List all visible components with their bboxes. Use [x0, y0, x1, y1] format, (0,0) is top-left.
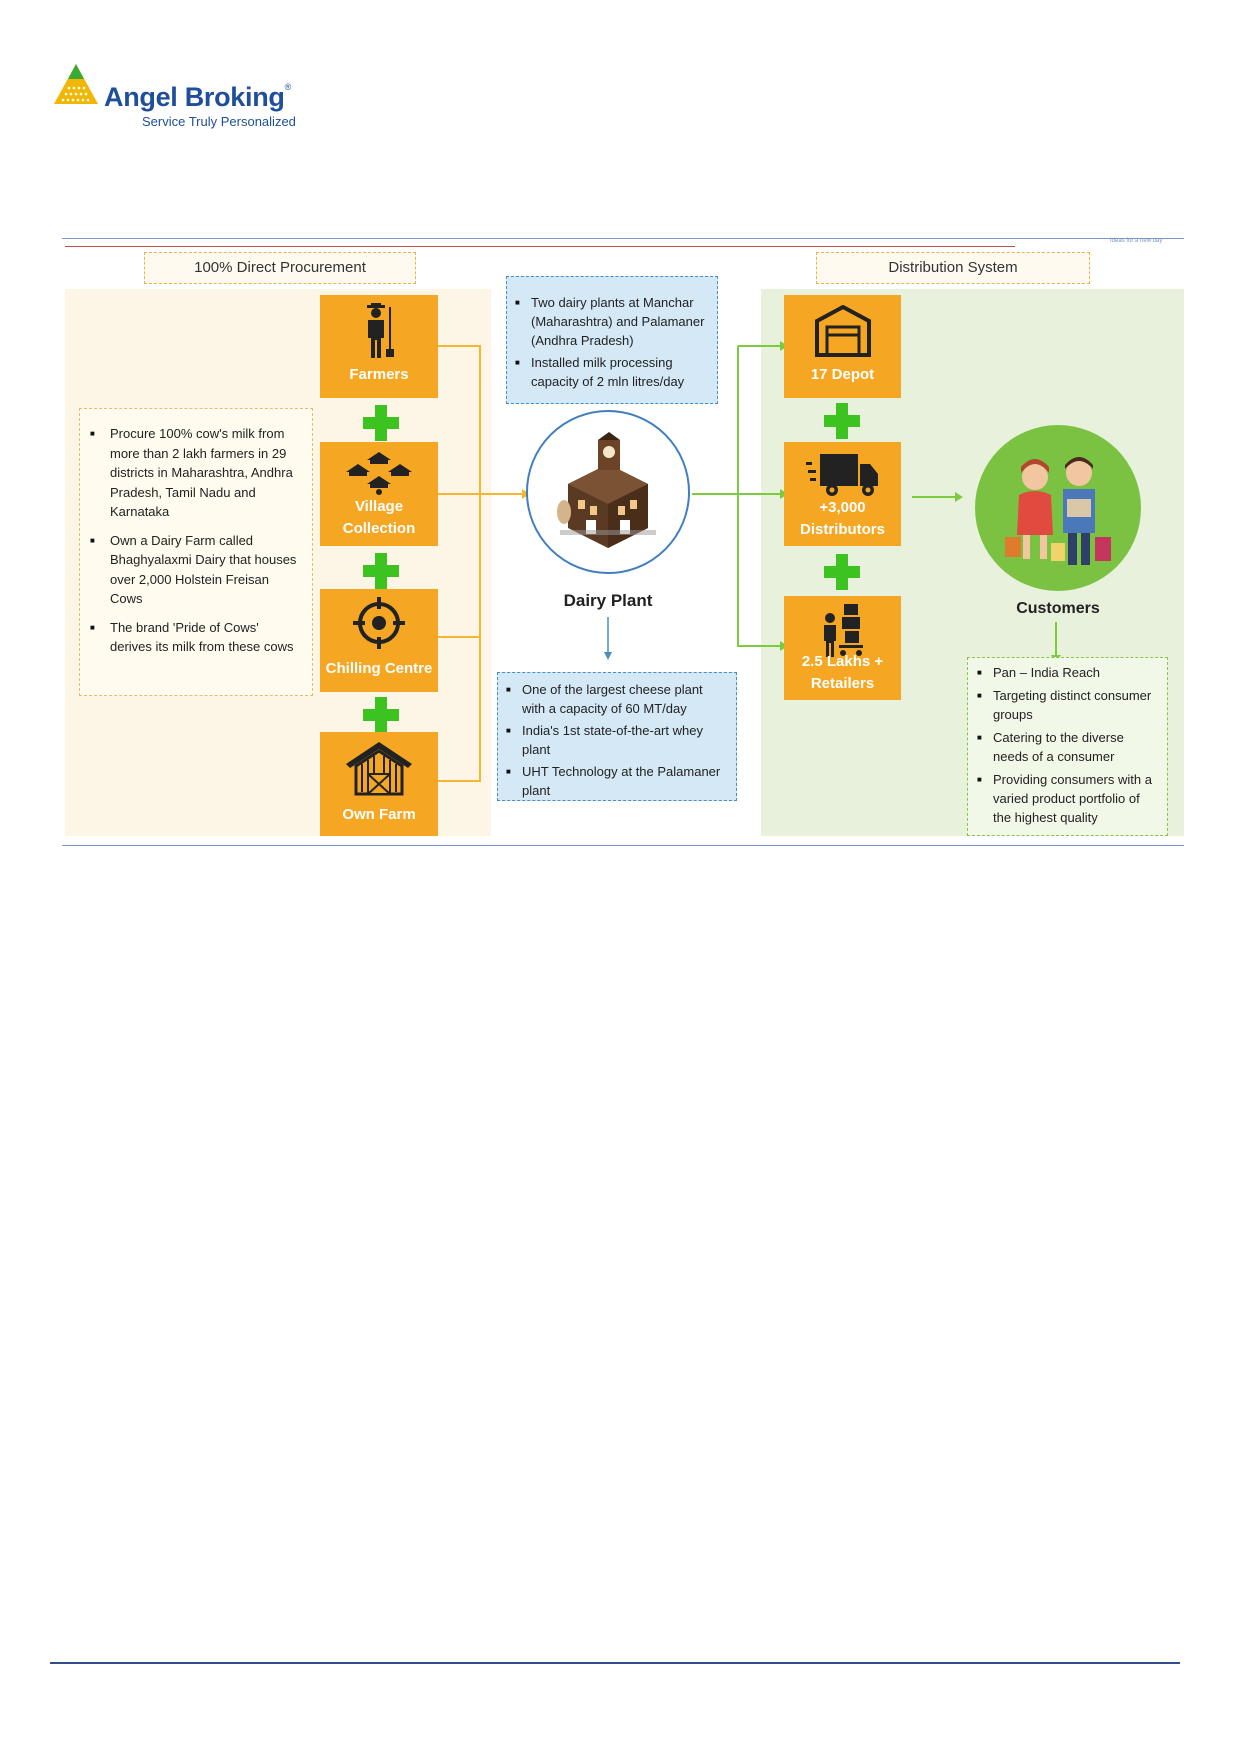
list-item: ■ Providing consumers with a varied product portfolio of the highest quality — [968, 770, 1161, 827]
step-chilling-centre — [320, 589, 438, 692]
farmer-icon — [359, 303, 399, 361]
customer-notes — [967, 657, 1168, 836]
plant-capacity-notes — [506, 276, 718, 404]
plus-icon — [363, 697, 399, 733]
factory-icon — [528, 412, 688, 572]
step-village-collection — [320, 442, 438, 546]
list-item: ■ Targeting distinct consumer groups — [968, 686, 1161, 724]
brand-name: Angel Broking® — [104, 82, 291, 112]
list-item: ■ UHT Technology at the Palamaner plant — [498, 762, 728, 800]
list-item: ■ Installed milk processing capacity of 2 mln litres/day — [507, 353, 709, 391]
step-own-farm — [320, 732, 438, 836]
footer-rule — [50, 1662, 1180, 1664]
customers-circle — [975, 425, 1141, 591]
customers-icon — [975, 425, 1141, 591]
step-label: +3,000 Distributors — [799, 499, 885, 538]
distribution-title: Distribution System — [816, 252, 1090, 284]
step-distributors — [784, 442, 901, 546]
step-label: Farmers — [349, 366, 409, 383]
retailer-icon — [820, 602, 866, 658]
customers-caption: Customers — [1016, 600, 1100, 617]
plus-icon — [363, 405, 399, 441]
village-collection-icon — [346, 452, 412, 496]
list-item: ■ Two dairy plants at Manchar (Maharashtra) and Palamaner (Andhra Pradesh) — [507, 293, 709, 350]
step-label: Chilling Centre — [325, 660, 433, 677]
procurement-notes — [79, 408, 313, 696]
list-item: ■ Procure 100% cow's milk from more than 2 lakh farmers in 29 districts in Maharashtra, Andhra Pradesh, Tamil Nadu and Karnataka — [80, 424, 304, 522]
barn-icon — [344, 740, 414, 796]
list-item: ■ Catering to the diverse needs of a consumer — [968, 728, 1161, 766]
step-retailers — [784, 596, 901, 700]
step-farmers — [320, 295, 438, 398]
list-item: ■ Pan – India Reach — [968, 663, 1161, 682]
chilling-centre-icon — [353, 597, 405, 649]
step-label: Village Collection — [342, 498, 416, 537]
step-label: 17 Depot — [810, 366, 875, 383]
step-label: 2.5 Lakhs + Retailers — [801, 653, 884, 692]
plus-icon — [824, 554, 860, 590]
truck-icon — [806, 452, 880, 500]
depot-icon — [813, 305, 873, 357]
plant-capability-notes — [497, 672, 737, 801]
dairy-plant-caption: Dairy Plant — [563, 591, 653, 610]
dairy-plant-circle — [526, 410, 690, 574]
procurement-title: 100% Direct Procurement — [144, 252, 416, 284]
plus-icon — [363, 553, 399, 589]
brand-tagline: Service Truly Personalized — [142, 114, 296, 129]
plus-icon — [824, 403, 860, 439]
list-item: ■ One of the largest cheese plant with a capacity of 60 MT/day — [498, 680, 728, 718]
small-note: Ideas for a new day — [1110, 238, 1163, 244]
list-item: ■ India's 1st state-of-the-art whey plant — [498, 721, 728, 759]
list-item: ■ Own a Dairy Farm called Bhaghyalaxmi Dairy that houses over 2,000 Holstein Freisan Cows — [80, 531, 304, 609]
figure-bottom-divider — [62, 845, 1184, 846]
step-label: Own Farm — [342, 806, 416, 823]
step-depot — [784, 295, 901, 398]
list-item: ■ The brand 'Pride of Cows' derives its milk from these cows — [80, 618, 304, 657]
